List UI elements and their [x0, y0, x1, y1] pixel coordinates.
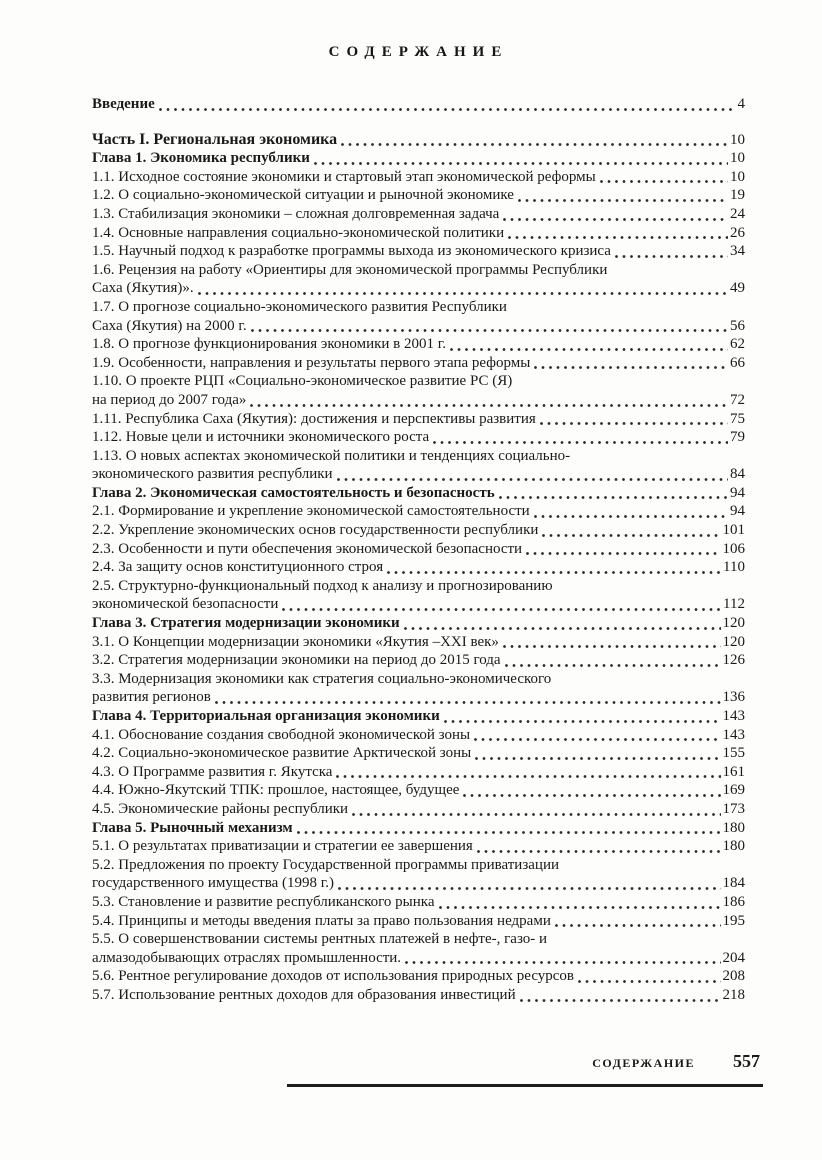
- toc-page-number: 10: [730, 131, 745, 148]
- dot-leader: [600, 180, 728, 183]
- running-footer: [592, 1051, 760, 1072]
- toc-entry-continuation-line: [92, 949, 745, 968]
- toc-entry-line: [92, 744, 745, 763]
- toc-entry: [92, 893, 745, 912]
- toc-entry: [92, 912, 745, 931]
- toc-page-number: 24: [730, 205, 745, 222]
- toc-page-number: 204: [722, 949, 745, 966]
- toc-entry: [92, 819, 745, 838]
- toc-page-number: 120: [722, 633, 745, 650]
- toc-entry-line: [92, 168, 745, 187]
- toc-entry-line: [92, 558, 745, 577]
- toc-page-number: 94: [730, 484, 745, 501]
- toc-entry-text: экономического развития республики: [92, 466, 333, 483]
- toc-page-number: 106: [722, 540, 745, 557]
- toc-page-number: 72: [730, 391, 745, 408]
- toc-entry: [92, 428, 745, 447]
- toc-entry-line: [92, 521, 745, 540]
- toc-entry: [92, 856, 745, 893]
- toc-page-number: 136: [722, 689, 745, 706]
- toc-entry-line: [92, 354, 745, 373]
- footer-rule: [287, 1084, 763, 1087]
- toc-entry-line: [92, 410, 745, 429]
- page-title: СОДЕРЖАНИЕ: [328, 44, 509, 60]
- dot-leader: [341, 143, 728, 146]
- toc-entry-text: 5.2. Предложения по проекту Государственной программы приватизации: [92, 856, 559, 873]
- toc-entry: [92, 781, 745, 800]
- toc-page-number: 66: [730, 354, 745, 371]
- toc-entry-text: 1.6. Рецензия на работу «Ориентиры для экономической программы Республики: [92, 261, 608, 278]
- table-of-contents: [92, 95, 745, 1005]
- toc-page-number: 110: [723, 559, 745, 576]
- toc-page-number: 161: [722, 763, 745, 780]
- toc-entry: [92, 744, 745, 763]
- dot-leader: [474, 738, 720, 741]
- toc-entry: [92, 298, 745, 335]
- toc-entry: [92, 614, 745, 633]
- toc-entry: [92, 930, 745, 967]
- toc-entry: [92, 168, 745, 187]
- toc-page-number: 94: [730, 503, 745, 520]
- toc-page-number: 195: [722, 912, 745, 929]
- toc-entry-line: [92, 781, 745, 800]
- dot-leader: [433, 441, 728, 444]
- toc-entry-line: [92, 484, 745, 503]
- toc-entry-continuation-line: [92, 874, 745, 893]
- toc-page-number: 49: [730, 280, 745, 297]
- toc-entry-line: [92, 95, 745, 114]
- toc-entry-text: 1.4. Основные направления социально-экономической политики: [92, 224, 505, 241]
- toc-page-number: 56: [730, 317, 745, 334]
- toc-entry: [92, 447, 745, 484]
- dot-leader: [297, 831, 721, 834]
- dot-leader: [542, 534, 720, 537]
- toc-entry-text: 1.8. О прогнозе функционирования экономики в 2001 г.: [92, 336, 446, 353]
- toc-entry: [92, 131, 745, 150]
- dot-leader: [439, 906, 721, 909]
- toc-entry-line: [92, 800, 745, 819]
- toc-page-number: 180: [722, 819, 745, 836]
- toc-entry-line: [92, 242, 745, 261]
- toc-entry-text: 5.5. О совершенствовании системы рентных платежей в нефте-, газо- и: [92, 931, 548, 948]
- toc-entry-text: 3.1. О Концепции модернизации экономики «Якутия –XXI век»: [92, 633, 499, 650]
- toc-entry-line: [92, 819, 745, 838]
- toc-entry-text: 5.1. О результатах приватизации и стратегии ее завершения: [92, 838, 473, 855]
- dot-leader: [251, 329, 728, 332]
- dot-leader: [615, 255, 728, 258]
- dot-leader: [518, 199, 728, 202]
- toc-entry-text: Саха (Якутия) на 2000 г.: [92, 317, 247, 334]
- toc-entry: [92, 224, 745, 243]
- toc-page-number: 208: [722, 968, 745, 985]
- toc-page-number: 120: [722, 615, 745, 632]
- toc-entry-text: 5.6. Рентное регулирование доходов от использования природных ресурсов: [92, 968, 575, 985]
- toc-entry-text: 1.7. О прогнозе социально-экономического развития Республики: [92, 298, 507, 315]
- toc-entry-text: 4.3. О Программе развития г. Якутска: [92, 763, 333, 780]
- toc-entry-text: Саха (Якутия)».: [92, 280, 194, 297]
- toc-entry: [92, 186, 745, 205]
- dot-leader: [520, 999, 721, 1002]
- toc-entry: [92, 372, 745, 409]
- toc-entry-continuation-line: [92, 688, 745, 707]
- toc-entry: [92, 540, 745, 559]
- toc-entry-text: Глава 5. Рыночный механизм: [92, 819, 293, 836]
- toc-entry-text: 2.5. Структурно-функциональный подход к анализу и прогнозированию: [92, 577, 553, 594]
- dot-leader: [534, 366, 728, 369]
- toc-entry-text: Глава 4. Территориальная организация экономики: [92, 708, 440, 724]
- toc-page-number: 180: [722, 838, 745, 855]
- dot-leader: [475, 757, 720, 760]
- dot-leader: [503, 218, 728, 221]
- footer-section-label: СОДЕРЖАНИЕ: [592, 1056, 695, 1070]
- toc-entry: [92, 986, 745, 1005]
- toc-entry: [92, 558, 745, 577]
- toc-entry-text: 1.1. Исходное состояние экономики и стартовый этап экономической реформы: [92, 168, 596, 185]
- toc-entry-text: алмазодобывающих отраслях промышленности.: [92, 949, 402, 966]
- toc-entry: [92, 205, 745, 224]
- toc-entry-text: экономической безопасности: [92, 596, 279, 613]
- toc-entry: [92, 261, 745, 298]
- toc-entry: [92, 651, 745, 670]
- toc-entry-text: 1.12. Новые цели и источники экономического роста: [92, 429, 430, 446]
- toc-entry-line: [92, 502, 745, 521]
- toc-entry-line: [92, 763, 745, 782]
- dot-leader: [499, 496, 728, 499]
- dot-leader: [505, 664, 721, 667]
- toc-entry-line: [92, 298, 745, 317]
- toc-entry-text: развития регионов: [92, 689, 211, 706]
- toc-page-number: 19: [730, 187, 745, 204]
- toc-entry-continuation-line: [92, 595, 745, 614]
- toc-page-number: 143: [722, 708, 745, 724]
- toc-entry-continuation-line: [92, 391, 745, 410]
- toc-entry: [92, 800, 745, 819]
- toc-entry: [92, 633, 745, 652]
- toc-entry-line: [92, 837, 745, 856]
- toc-page-number: 101: [722, 522, 745, 539]
- toc-content-column: [92, 0, 745, 1005]
- toc-entry-continuation-line: [92, 279, 745, 298]
- toc-entry-line: [92, 261, 745, 280]
- toc-page-number: 126: [722, 652, 745, 669]
- toc-entry: [92, 95, 745, 114]
- toc-page-number: 112: [723, 596, 745, 613]
- toc-entry-line: [92, 428, 745, 447]
- toc-page-number: 155: [722, 745, 745, 762]
- dot-leader: [534, 515, 728, 518]
- toc-entry: [92, 410, 745, 429]
- dot-leader: [503, 645, 721, 648]
- toc-entry: [92, 670, 745, 707]
- toc-entry-text: на период до 2007 года»: [92, 391, 247, 408]
- dot-leader: [450, 348, 728, 351]
- dot-leader: [387, 571, 721, 574]
- toc-entry: [92, 521, 745, 540]
- toc-entry: [92, 502, 745, 521]
- toc-page-number: 173: [722, 800, 745, 817]
- toc-page-number: 184: [722, 875, 745, 892]
- toc-entry-line: [92, 205, 745, 224]
- toc-entry-line: [92, 224, 745, 243]
- toc-entry-line: [92, 335, 745, 354]
- toc-entry-text: 2.2. Укрепление экономических основ государственности республики: [92, 522, 539, 539]
- dot-leader: [540, 422, 728, 425]
- toc-page-number: 186: [722, 893, 745, 910]
- toc-entry-text: 2.4. За защиту основ конституционного строя: [92, 559, 384, 576]
- toc-entry-text: 5.4. Принципы и методы введения платы за право пользования недрами: [92, 912, 551, 929]
- toc-page-number: 143: [722, 726, 745, 743]
- toc-entry: [92, 967, 745, 986]
- toc-entry-line: [92, 651, 745, 670]
- toc-entry-text: 1.13. О новых аспектах экономической политики и тенденциях социально-: [92, 447, 571, 464]
- dot-leader: [215, 701, 721, 704]
- toc-page-number: 79: [730, 429, 745, 446]
- toc-page-number: 62: [730, 336, 745, 353]
- dot-leader: [463, 794, 720, 797]
- toc-entry-line: [92, 372, 745, 391]
- toc-entry-text: 1.2. О социально-экономической ситуации и рыночной экономике: [92, 187, 514, 204]
- toc-entry-text: 4.5. Экономические районы республики: [92, 800, 349, 817]
- toc-entry: [92, 837, 745, 856]
- dot-leader: [444, 720, 721, 723]
- toc-entry: [92, 484, 745, 503]
- toc-entry-line: [92, 614, 745, 633]
- toc-entry: [92, 149, 745, 168]
- toc-entry-text: Глава 2. Экономическая самостоятельность и безопасность: [92, 484, 495, 501]
- toc-page-number: 169: [722, 782, 745, 799]
- dot-leader: [250, 404, 728, 407]
- toc-entry-text: 1.9. Особенности, направления и результаты первого этапа реформы: [92, 354, 531, 371]
- toc-entry-text: Глава 1. Экономика республики: [92, 150, 310, 167]
- toc-entry-text: 3.2. Стратегия модернизации экономики на период до 2015 года: [92, 652, 501, 669]
- dot-leader: [337, 478, 728, 481]
- toc-page-number: 10: [730, 150, 745, 167]
- dot-leader: [526, 552, 720, 555]
- toc-entry-text: Глава 3. Стратегия модернизации экономики: [92, 615, 400, 632]
- toc-entry-text: 4.1. Обоснование создания свободной экономической зоны: [92, 726, 471, 743]
- dot-leader: [352, 813, 720, 816]
- toc-entry-text: 5.7. Использование рентных доходов для образования инвестиций: [92, 986, 516, 1003]
- toc-entry-line: [92, 540, 745, 559]
- toc-entry: [92, 726, 745, 745]
- dot-leader: [159, 108, 736, 111]
- toc-entry-text: 1.3. Стабилизация экономики – сложная долговременная задача: [92, 205, 500, 222]
- toc-entry-continuation-line: [92, 465, 745, 484]
- toc-entry-text: 1.11. Республика Саха (Якутия): достижения и перспективы развития: [92, 410, 536, 427]
- toc-entry-line: [92, 633, 745, 652]
- toc-entry-line: [92, 912, 745, 931]
- toc-entry-text: 4.4. Южно-Якутский ТПК: прошлое, настоящее, будущее: [92, 782, 460, 799]
- toc-entry-text: Часть I. Региональная экономика: [92, 130, 338, 148]
- toc-entry-text: 1.10. О проекте РЦП «Социально-экономическое развитие РС (Я): [92, 373, 513, 390]
- dot-leader: [336, 775, 720, 778]
- toc-entry: [92, 763, 745, 782]
- toc-entry-line: [92, 986, 745, 1005]
- toc-page-number: 75: [730, 410, 745, 427]
- toc-entry-line: [92, 186, 745, 205]
- toc-entry-line: [92, 670, 745, 689]
- toc-entry: [92, 577, 745, 614]
- toc-entry-text: 4.2. Социально-экономическое развитие Арктической зоны: [92, 745, 472, 762]
- toc-entry-text: 3.3. Модернизация экономики как стратегия социально-экономического: [92, 670, 552, 687]
- toc-entry: [92, 354, 745, 373]
- footer-page-number: 557: [733, 1051, 760, 1071]
- toc-entry-line: [92, 577, 745, 596]
- dot-leader: [555, 924, 721, 927]
- toc-entry-continuation-line: [92, 317, 745, 336]
- dot-leader: [508, 236, 728, 239]
- dot-leader: [405, 961, 720, 964]
- toc-entry-text: 5.3. Становление и развитие республиканского рынка: [92, 893, 435, 910]
- toc-entry-text: 2.1. Формирование и укрепление экономической самостоятельности: [92, 503, 530, 520]
- toc-entry: [92, 335, 745, 354]
- toc-entry-line: [92, 893, 745, 912]
- dot-leader: [404, 627, 721, 630]
- toc-entry-text: Введение: [92, 96, 155, 112]
- dot-leader: [198, 292, 728, 295]
- toc-entry-text: 1.5. Научный подход к разработке программы выхода из экономического кризиса: [92, 243, 611, 260]
- toc-page-number: 218: [722, 986, 745, 1003]
- toc-entry-line: [92, 856, 745, 875]
- toc-page-number: 84: [730, 466, 745, 483]
- toc-entry: [92, 707, 745, 726]
- toc-page-number: 10: [730, 168, 745, 185]
- dot-leader: [282, 608, 721, 611]
- toc-entry-line: [92, 726, 745, 745]
- toc-entry-line: [92, 447, 745, 466]
- toc-entry-line: [92, 131, 745, 150]
- toc-page-number: 34: [730, 243, 745, 260]
- dot-leader: [477, 850, 721, 853]
- toc-entry-text: 2.3. Особенности и пути обеспечения экономической безопасности: [92, 540, 523, 557]
- dot-leader: [338, 887, 721, 890]
- toc-entry-line: [92, 149, 745, 168]
- toc-entry-line: [92, 930, 745, 949]
- toc-entry-text: государственного имущества (1998 г.): [92, 875, 334, 892]
- toc-entry-line: [92, 707, 745, 726]
- toc-page-number: 4: [737, 96, 745, 112]
- toc-page-number: 26: [730, 224, 745, 241]
- toc-entry-line: [92, 967, 745, 986]
- dot-leader: [578, 980, 720, 983]
- toc-entry: [92, 242, 745, 261]
- dot-leader: [314, 162, 728, 165]
